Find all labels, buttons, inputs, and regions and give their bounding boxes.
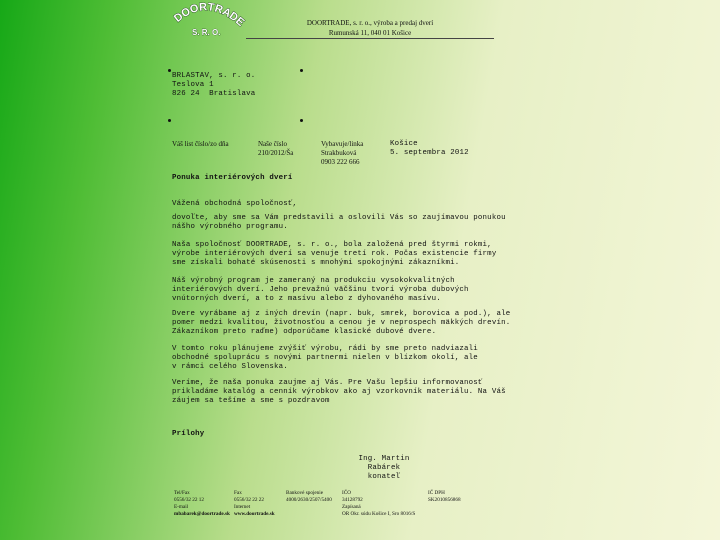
address-window-mark <box>300 69 303 72</box>
paragraph-line: interiérových dverí. Jeho prevažnú väčšinu tvorí výroba dubových <box>172 286 469 294</box>
signature-title: konateľ <box>367 473 401 481</box>
footer-fax <box>234 490 275 518</box>
footer-email: mbabarek@doortrade.sk <box>174 511 230 517</box>
paragraph-line: pomer medzi kvalitou, životnosťou a cenou je v neprospech mäkkých drevín. <box>172 319 511 327</box>
paragraph-line: obchodné spoluprácu s novými partnermi nielen v blízkom okolí, ale <box>172 354 478 362</box>
footer-value: 34128792 <box>342 497 363 503</box>
signature-block <box>344 455 424 482</box>
company-header-line2: Rumunská 11, 040 01 Košice <box>328 29 412 37</box>
paragraph-line: V tomto roku plánujeme zvýšiť výrobu, rádi by sme preto nadviazali <box>172 345 478 353</box>
footer-bank <box>286 490 332 504</box>
doortrade-logo <box>170 2 250 42</box>
svg-text:S. R. O.: S. R. O. <box>192 28 221 37</box>
body-paragraph <box>172 241 497 268</box>
header-divider <box>246 38 494 39</box>
footer-label: Bankové spojenie <box>286 490 324 496</box>
address-window-mark <box>300 119 303 122</box>
recipient-address <box>172 72 255 99</box>
paragraph-line: sme získali bohaté skúsenosti s mnohými spokojnými zákazníkmi. <box>172 259 460 267</box>
paragraph-line: Veríme, že naša ponuka zaujme aj Vás. Pre Vašu lepšiu informovanosť <box>172 379 483 387</box>
paragraph-line: Naša spoločnosť DOORTRADE, s. r. o., bola založená pred štyrmi rokmi, <box>172 241 492 249</box>
body-paragraph <box>172 310 511 337</box>
footer-value: OR Okr. súdu Košice I, Sro 8016/S <box>342 511 416 517</box>
body-paragraph <box>172 214 506 232</box>
paragraph-line: Zákazníkom preto raďme) odporúčame klasické dubové dvere. <box>172 328 437 336</box>
body-paragraph <box>172 277 492 304</box>
footer-label: IČO <box>342 490 351 496</box>
footer-registration <box>342 490 415 518</box>
company-header <box>246 18 494 38</box>
recipient-line: BRLASTAV, s. r. o. <box>172 72 256 80</box>
ref-value: Strakbuková <box>321 149 357 157</box>
recipient-line: Teslova 1 <box>172 81 214 89</box>
ref-value: 0903 222 666 <box>321 158 360 166</box>
ref-your-letter <box>172 140 229 149</box>
letter-subject: Ponuka interiérových dverí <box>172 174 293 182</box>
ref-label: Vybavuje/linka <box>321 140 364 148</box>
body-paragraph <box>172 379 506 406</box>
ref-place-date <box>390 140 469 158</box>
footer-label: Internet <box>234 504 251 510</box>
paragraph-line: Dvere vyrábame aj z iných drevín (napr. buk, smrek, borovica a pod.), ale <box>172 310 511 318</box>
footer-label: Zapísaná <box>342 504 361 510</box>
salutation-text: Vážená obchodná spoločnosť, <box>172 200 298 208</box>
recipient-line: 826 24 Bratislava <box>172 90 256 98</box>
paragraph-line: prikladáme katalóg a cenník výrobkov ako aj vzorkovník materiálu. Na Váš <box>172 388 506 396</box>
address-window-mark <box>168 119 171 122</box>
svg-text:DOORTRADE: DOORTRADE <box>171 2 247 29</box>
signature-name: Ing. Martin Rabárek <box>358 455 410 472</box>
ref-label: Váš list číslo/zo dňa <box>172 140 229 148</box>
address-window-mark <box>168 69 171 72</box>
ref-value: 210/2012/Ša <box>258 149 294 157</box>
footer-vat <box>428 490 461 504</box>
ref-our-number <box>258 140 293 158</box>
paragraph-line: vnútorných dverí, a to z masívu alebo z dyhovaného masívu. <box>172 295 441 303</box>
footer-value: 0556/32 22 12 <box>174 497 204 503</box>
doortrade-logo-mark <box>170 2 250 42</box>
footer-value: SK2010856868 <box>428 497 461 503</box>
paragraph-line: v rámci celého Slovenska. <box>172 363 288 371</box>
ref-date: 5. septembra 2012 <box>390 149 469 157</box>
footer-contact <box>174 490 230 518</box>
footer-label: Tel/Fax <box>174 490 190 496</box>
ref-place: Košice <box>390 140 418 148</box>
footer-label: E-mail <box>174 504 189 510</box>
paragraph-line: výrobe interiérových dverí sa venuje tretí rok. Počas existencie firmy <box>172 250 497 258</box>
body-paragraph <box>172 345 492 372</box>
paragraph-line: záujem sa tešíme a sme s pozdravom <box>172 397 330 405</box>
footer-label: IČ DPH <box>428 490 445 496</box>
paragraph-line: dovoľte, aby sme sa Vám predstavili a oslovili Vás so zaujímavou ponukou <box>172 214 506 222</box>
footer-value: 4000/2630/2507/5400 <box>286 497 332 503</box>
attachments-heading: Prílohy <box>172 430 205 438</box>
ref-label: Naše číslo <box>258 140 287 148</box>
paragraph-line: Náš výrobný program je zameraný na produkciu vysokokvalitných <box>172 277 455 285</box>
paragraph-line: nášho výrobného programu. <box>172 223 288 231</box>
salutation <box>172 200 492 209</box>
company-header-line1: DOORTRADE, s. r. o., výroba a predaj dverí <box>306 19 434 27</box>
footer-value: 0556/32 22 22 <box>234 497 264 503</box>
ref-handled-by <box>321 140 363 167</box>
footer-label: Fax <box>234 490 242 496</box>
footer-website: www.doortrade.sk <box>234 511 275 517</box>
